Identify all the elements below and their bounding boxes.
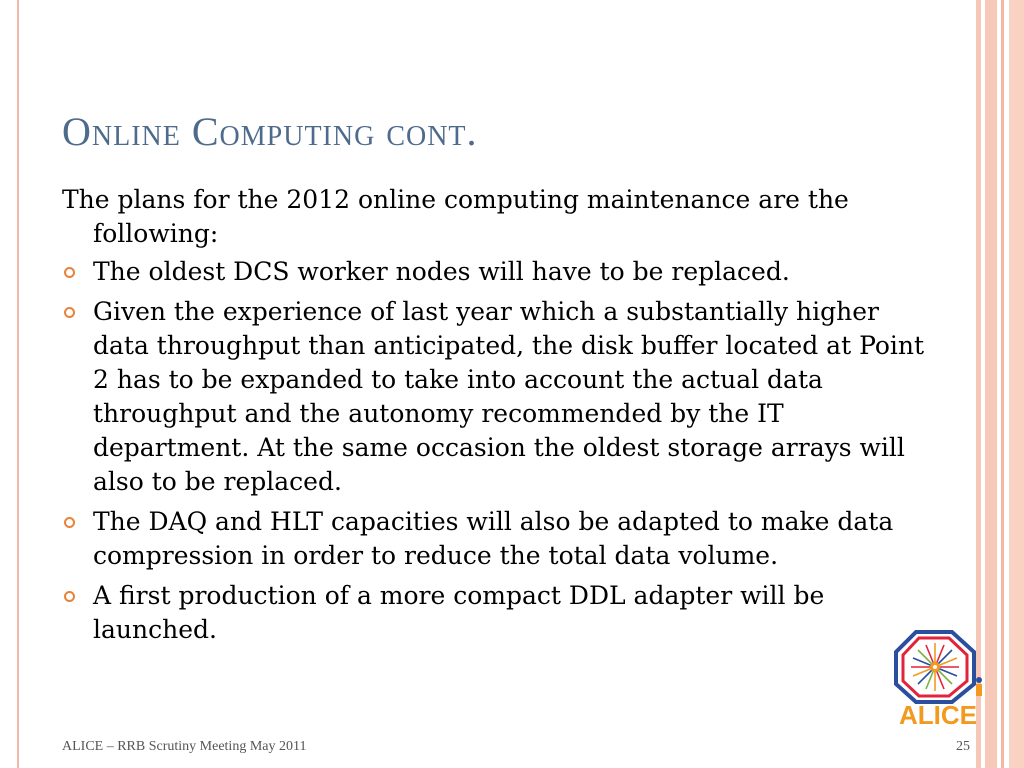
- bullet-text: Given the experience of last year which a substantially higher data throughput than anticipated, the disk buffer located at Point 2 has to be expanded to take into account the actual data throughput and the autonomy recommended by the IT department. At the same occasion the oldest storage arrays will also to be replaced.: [93, 297, 925, 496]
- bullet-item: [62, 579, 942, 647]
- footer-meeting-label: ALICE – RRB Scrutiny Meeting May 2011: [62, 739, 307, 754]
- bullet-item: [62, 295, 942, 499]
- hollow-circle-bullet-icon: [64, 517, 75, 528]
- slide-title: Online Computing cont.: [62, 109, 478, 154]
- bullet-item: [62, 255, 942, 289]
- bullet-text: A first production of a more compact DDL adapter will be launched.: [93, 581, 825, 644]
- hollow-circle-bullet-icon: [64, 591, 75, 602]
- alice-logo-icon: [886, 628, 990, 728]
- page-number: 25: [956, 739, 970, 754]
- left-decorative-rule: [17, 0, 19, 768]
- hollow-circle-bullet-icon: [64, 267, 75, 278]
- bullet-text: The oldest DCS worker nodes will have to be replaced.: [93, 257, 790, 286]
- alice-logo-text: ALICE: [899, 700, 977, 728]
- slide-body: [62, 183, 942, 653]
- bullet-item: [62, 505, 942, 573]
- hollow-circle-bullet-icon: [64, 307, 75, 318]
- bullet-text: The DAQ and HLT capacities will also be adapted to make data compression in order to reduce the total data volume.: [93, 507, 894, 570]
- intro-text: The plans for the 2012 online computing maintenance are the following:: [62, 185, 849, 248]
